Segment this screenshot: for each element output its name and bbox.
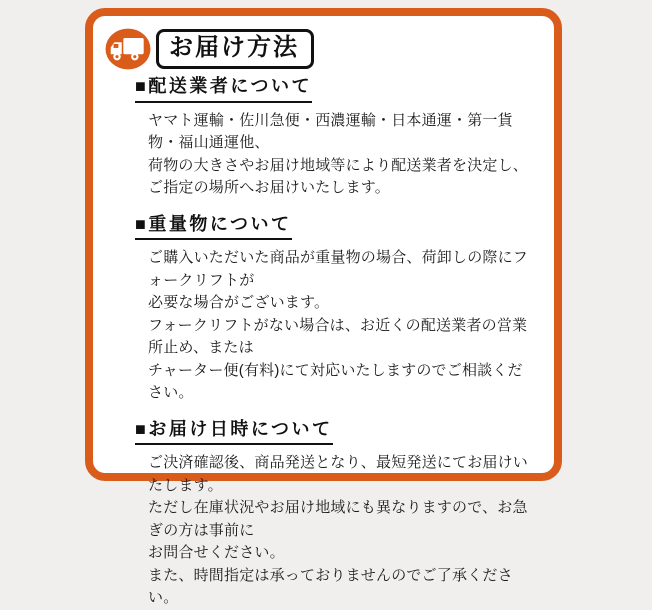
body-line: ヤマト運輸・佐川急便・西濃運輸・日本通運・第一貨物・福山通運他、 (148, 111, 513, 151)
body-line: 荷物の大きさやお届け地域等により配送業者を決定し、 (148, 156, 529, 174)
section-delivery-datetime-body (148, 452, 536, 610)
truck-icon (105, 28, 151, 70)
section-carriers-heading: ■配送業者について (135, 75, 312, 103)
body-line: ご決済確認後、商品発送となり、最短発送にてお届けいたします。 (148, 454, 529, 494)
body-line: ただし在庫状況やお届け地域にも異なりますので、お急ぎの方は事前に (148, 499, 528, 539)
body-line: お問合せください。 (148, 544, 285, 561)
section-delivery-datetime (135, 418, 536, 610)
body-line: チャーター便(有料)にて対応いたしますのでご相談ください。 (148, 361, 523, 401)
section-heavy-items-heading: ■重量物について (135, 213, 292, 241)
section-heavy-items-body (148, 247, 536, 405)
body-line: ご指定の場所へお届けいたします。 (148, 179, 391, 196)
body-line: フォークリフトがない場合は、お近くの配送業者の営業所止め、または (148, 316, 528, 356)
panel-header (105, 26, 554, 72)
section-carriers-body (148, 110, 536, 200)
section-heavy-items (135, 213, 536, 405)
body-line: また、時間指定は承っておりませんのでご了承ください。 (148, 566, 513, 606)
body-line: ご購入いただいた商品が重量物の場合、荷卸しの際にフォークリフトが (148, 249, 529, 289)
body-line: 必要な場合がございます。 (148, 294, 330, 311)
delivery-info-panel (85, 8, 562, 606)
section-delivery-datetime-heading: ■お届け日時について (135, 418, 333, 446)
page-title: お届け方法 (156, 29, 314, 68)
section-carriers (135, 75, 536, 200)
